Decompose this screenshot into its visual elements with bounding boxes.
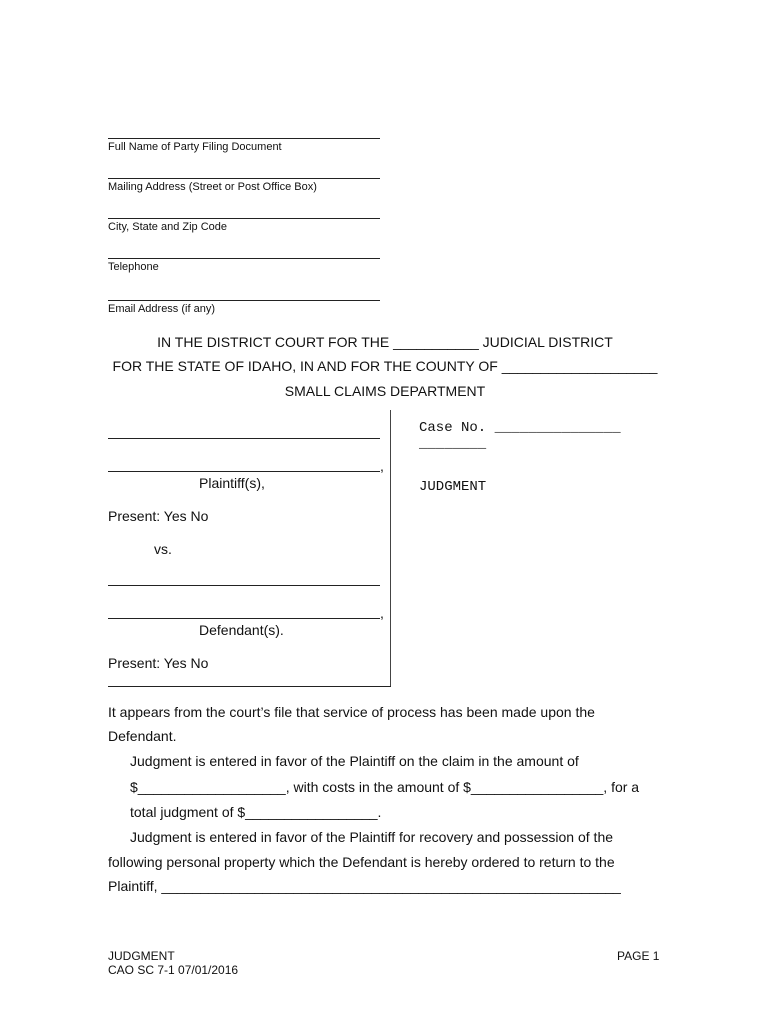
money-judgment-line3[interactable]: total judgment of $_________________. xyxy=(130,804,382,820)
property-judgment-line3[interactable]: Plaintiff, ___________________________________________________________ xyxy=(108,878,621,894)
city-state-zip-line[interactable] xyxy=(108,218,380,219)
mailing-address-label: Mailing Address (Street or Post Office Box) xyxy=(108,181,317,193)
footer-page-number: PAGE 1 xyxy=(617,949,660,963)
city-state-zip-label: City, State and Zip Code xyxy=(108,221,228,233)
court-heading-line1: IN THE DISTRICT COURT FOR THE ___________ JUDICIAL DISTRICT xyxy=(157,334,613,350)
plaintiff-present: Present: Yes No xyxy=(108,508,209,524)
service-paragraph-line1: It appears from the court’s file that service of process has been made upon the xyxy=(108,704,595,720)
email-line[interactable] xyxy=(108,300,380,301)
footer-form-code: CAO SC 7-1 07/01/2016 xyxy=(108,963,239,977)
versus-label: vs. xyxy=(154,541,172,557)
mailing-address-line[interactable] xyxy=(108,178,380,179)
plaintiff-line-2[interactable] xyxy=(108,471,380,472)
property-judgment-line2: following personal property which the Defendant is hereby ordered to return to the xyxy=(108,854,615,870)
telephone-line[interactable] xyxy=(108,258,380,259)
full-name-line[interactable] xyxy=(108,138,380,139)
defendant-present: Present: Yes No xyxy=(108,655,209,671)
case-number-continuation[interactable]: ________ xyxy=(419,436,487,452)
plaintiff-label: Plaintiff(s), xyxy=(199,475,265,491)
court-heading-line3: SMALL CLAIMS DEPARTMENT xyxy=(284,383,486,399)
document-title: JUDGMENT xyxy=(419,479,487,495)
defendant-line-2[interactable] xyxy=(108,618,380,619)
money-judgment-line1: Judgment is entered in favor of the Plaintiff on the claim in the amount of xyxy=(130,753,579,769)
court-heading-line2: FOR THE STATE OF IDAHO, IN AND FOR THE COUNTY OF ____________________ xyxy=(112,358,658,374)
footer-document-title: JUDGMENT xyxy=(108,949,175,963)
telephone-label: Telephone xyxy=(108,261,159,273)
caption-bottom-rule xyxy=(108,686,391,687)
full-name-label: Full Name of Party Filing Document xyxy=(108,141,282,153)
defendant-line-1[interactable] xyxy=(108,585,380,586)
case-number[interactable]: Case No. _______________ xyxy=(419,420,621,436)
service-paragraph-line2: Defendant. xyxy=(108,728,177,744)
defendant-comma: , xyxy=(380,605,384,621)
defendant-label: Defendant(s). xyxy=(199,622,284,638)
property-judgment-line1: Judgment is entered in favor of the Plaintiff for recovery and possession of the xyxy=(130,829,614,845)
plaintiff-line-1[interactable] xyxy=(108,438,380,439)
email-label: Email Address (if any) xyxy=(108,303,215,315)
plaintiff-comma: , xyxy=(380,458,384,474)
money-judgment-line2[interactable]: $___________________, with costs in the amount of $_________________, for a xyxy=(130,779,640,795)
caption-divider xyxy=(390,410,391,687)
